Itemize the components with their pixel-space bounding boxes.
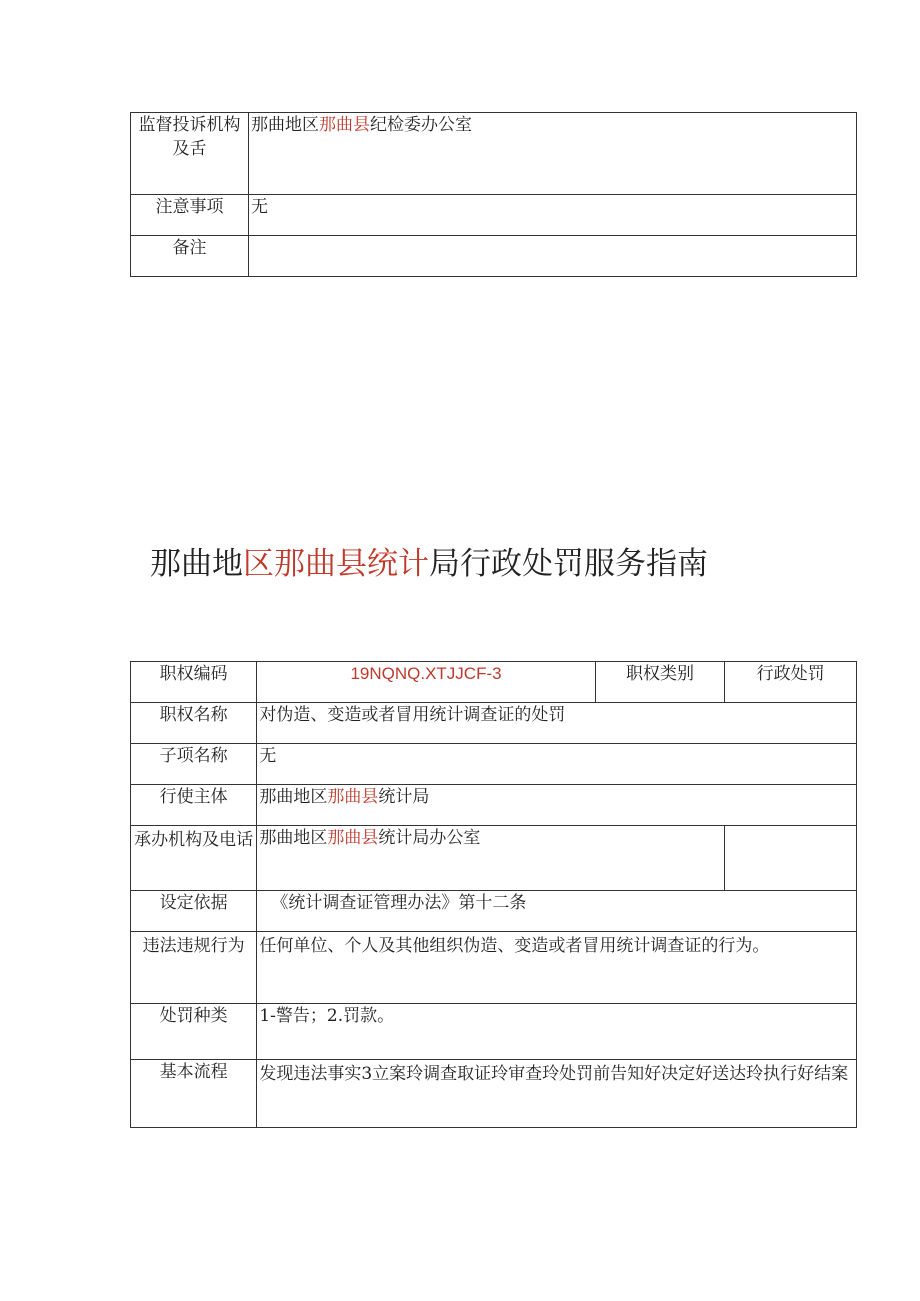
agency-value: 那曲地区那曲县统计局办公室 xyxy=(257,826,725,891)
name-label: 职权名称 xyxy=(131,703,257,744)
name-value: 对伪造、变造或者冒用统计调查证的处罚 xyxy=(257,703,857,744)
row-label: 监督投诉机构及舌 xyxy=(131,113,249,195)
table-row xyxy=(131,891,857,932)
table-row xyxy=(131,1004,857,1060)
category-value: 行政处罚 xyxy=(725,662,857,703)
penalty-label: 处罚种类 xyxy=(131,1004,257,1060)
violation-value: 任何单位、个人及其他组织伪造、变造或者冒用统计调查证的行为。 xyxy=(257,932,857,1004)
table-row xyxy=(131,113,857,195)
code-value: 19NQNQ.XTJJCF-3 xyxy=(257,662,595,703)
table-row xyxy=(131,1060,857,1128)
table-row xyxy=(131,744,857,785)
agency-label: 承办机构及电话 xyxy=(131,826,257,891)
subject-label: 行使主体 xyxy=(131,785,257,826)
row-value: 无 xyxy=(249,195,857,236)
page-title: 那曲地区那曲县统计局行政处罚服务指南 xyxy=(150,546,708,582)
table-row xyxy=(131,662,857,703)
penalty-value: 1-警告；2.罚款。 xyxy=(257,1004,857,1060)
code-label: 职权编码 xyxy=(131,662,257,703)
table-row xyxy=(131,195,857,236)
basis-label: 设定依据 xyxy=(131,891,257,932)
violation-label: 违法违规行为 xyxy=(131,932,257,1004)
table-row xyxy=(131,236,857,277)
process-label: 基本流程 xyxy=(131,1060,257,1128)
subitem-label: 子项名称 xyxy=(131,744,257,785)
supervision-table xyxy=(130,112,857,277)
table-row xyxy=(131,932,857,1004)
row-label: 备注 xyxy=(131,236,249,277)
row-value xyxy=(249,236,857,277)
table-row xyxy=(131,826,857,891)
table-row xyxy=(131,703,857,744)
basis-value: 《统计调查证管理办法》第十二条 xyxy=(257,891,857,932)
category-label: 职权类别 xyxy=(595,662,725,703)
table-row xyxy=(131,785,857,826)
row-label: 注意事项 xyxy=(131,195,249,236)
row-value: 那曲地区那曲县纪检委办公室 xyxy=(249,113,857,195)
authority-table xyxy=(130,661,857,1128)
subitem-value: 无 xyxy=(257,744,857,785)
agency-phone xyxy=(725,826,857,891)
subject-value: 那曲地区那曲县统计局 xyxy=(257,785,857,826)
process-value: 发现违法事实3立案玲调查取证玲审查玲处罚前告知好决定好送达玲执行好结案 xyxy=(257,1060,857,1128)
